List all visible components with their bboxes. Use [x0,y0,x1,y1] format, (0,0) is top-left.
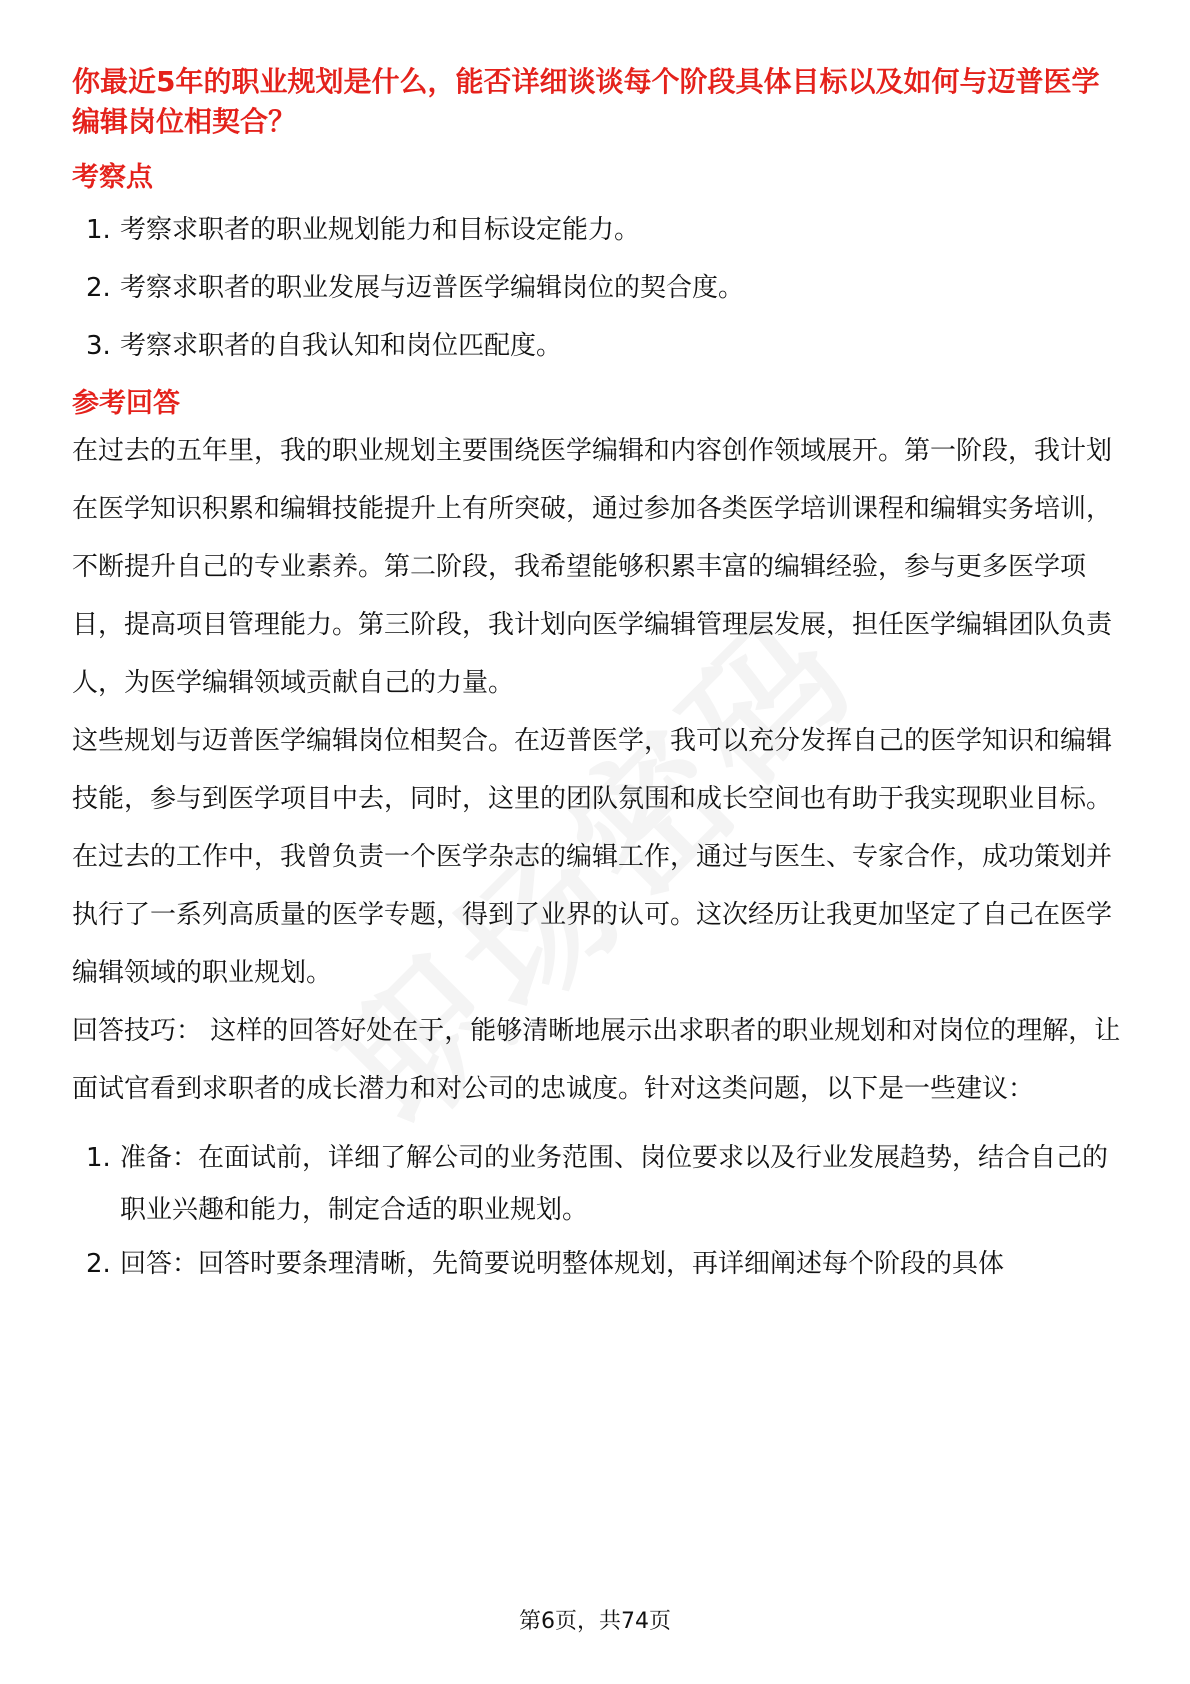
list-text: 回答：回答时要条理清晰，先简要说明整体规划，再详细阐述每个阶段的具体 [120,1249,1005,1279]
inspect-list [72,212,1122,364]
list-text: 考察求职者的自我认知和岗位匹配度。 [120,331,563,361]
answer-paragraph: 这些规划与迈普医学编辑岗位相契合。在迈普医学，我可以充分发挥自己的医学知识和编辑技能，参与到医学项目中去，同时，这里的团队氛围和成长空间也有助于我实现职业目标。 [72,726,1113,814]
document-body [72,62,1122,1292]
tips-paragraph: 回答技巧： 这样的回答好处在于，能够清晰地展示出求职者的职业规划和对岗位的理解，让面试官看到求职者的成长潜力和对公司的忠诚度。针对这类问题，以下是一些建议： [72,1016,1121,1104]
list-number: 2. [86,1249,111,1279]
list-number: 2. [86,273,111,303]
list-text: 考察求职者的职业发展与迈普医学编辑岗位的契合度。 [120,273,745,303]
answer-paragraph: 在过去的工作中，我曾负责一个医学杂志的编辑工作，通过与医生、专家合作，成功策划并执行了一系列高质量的医学专题，得到了业界的认可。这次经历让我更加坚定了自己在医学编辑领域的职业规划。 [72,842,1113,988]
list-text: 考察求职者的职业规划能力和目标设定能力。 [120,215,641,245]
page-footer: 第6页，共74页 [519,1609,671,1634]
list-item [72,270,1122,306]
answer-heading: 参考回答 [72,388,180,419]
list-number: 1. [86,1143,111,1173]
list-item [72,1132,1122,1236]
list-item [72,328,1122,364]
list-number: 1. [86,215,111,245]
inspect-heading: 考察点 [72,162,153,193]
answer-paragraph: 在过去的五年里，我的职业规划主要围绕医学编辑和内容创作领域展开。第一阶段，我计划在医学知识积累和编辑技能提升上有所突破，通过参加各类医学培训课程和编辑实务培训，不断提升自己的专业素养。第二阶段，我希望能够积累丰富的编辑经验，参与更多医学项目，提高项目管理能力。第三阶段，我计划向医学编辑管理层发展，担任医学编辑团队负责人，为医学编辑领域贡献自己的力量。 [72,436,1113,698]
tips-list [72,1132,1122,1290]
question-title: 你最近5年的职业规划是什么，能否详细谈谈每个阶段具体目标以及如何与迈普医学编辑岗位相契合？ [72,65,1100,138]
list-item [72,212,1122,248]
list-text: 准备：在面试前，详细了解公司的业务范围、岗位要求以及行业发展趋势，结合自己的职业兴趣和能力，制定合适的职业规划。 [120,1143,1109,1225]
list-number: 3. [86,331,111,361]
list-item [72,1238,1122,1290]
